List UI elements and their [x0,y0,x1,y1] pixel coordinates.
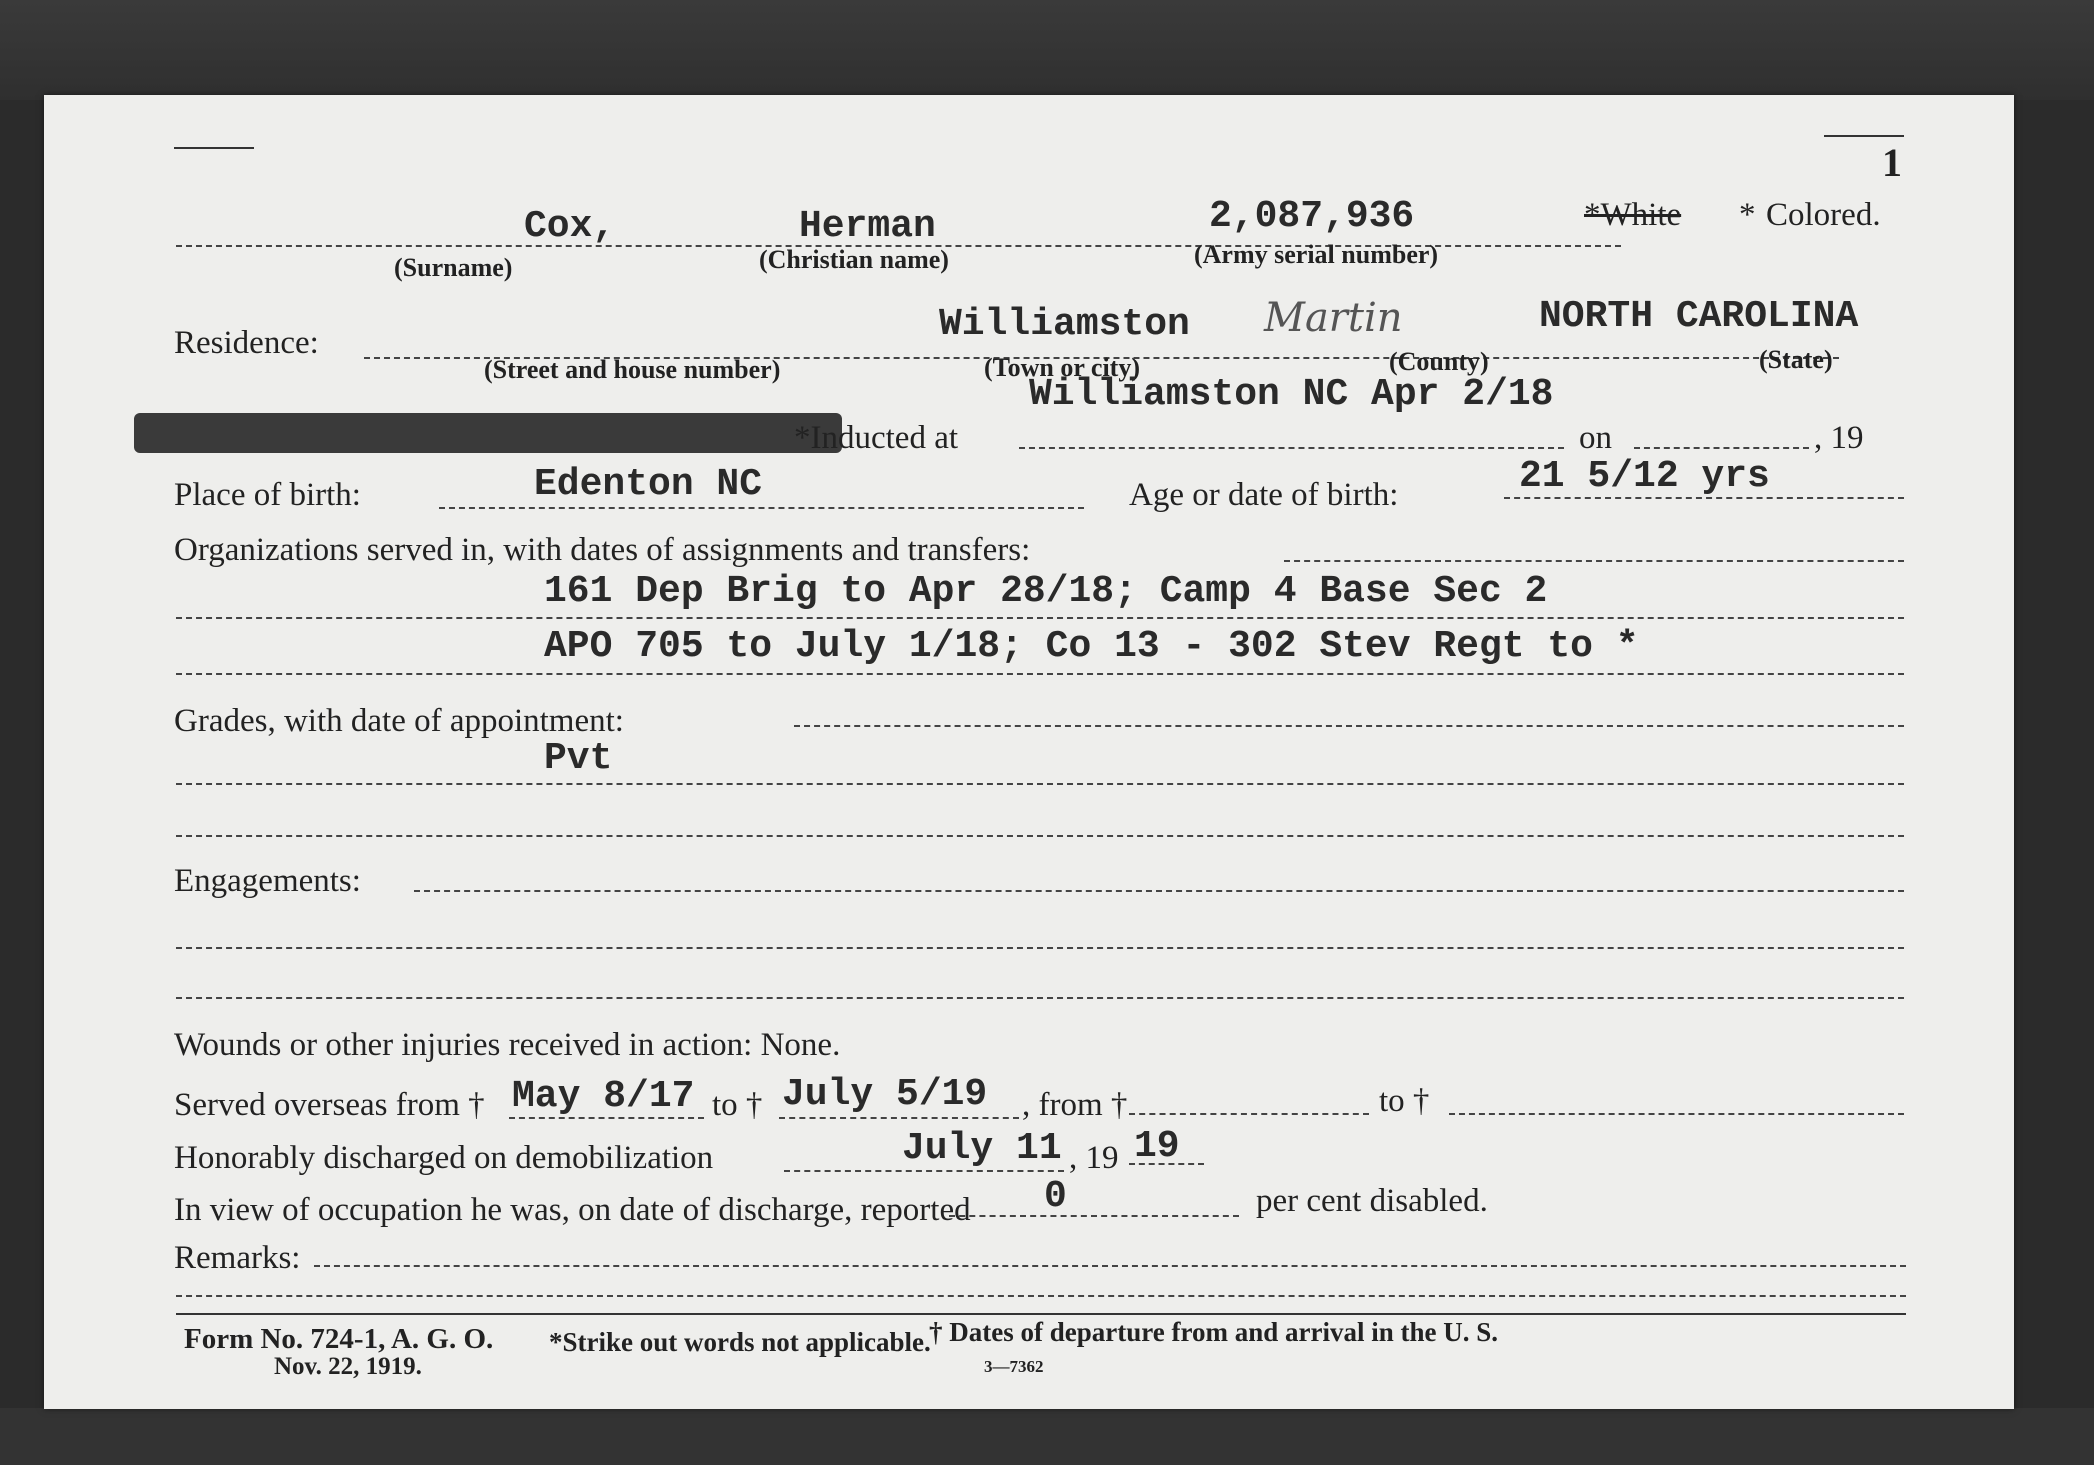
print-code: 3—7362 [984,1357,1044,1376]
scanner-background-top [0,0,2094,100]
town-caption: (Town or city) [984,353,1140,382]
age-value: 21 5/12 yrs [1519,455,1770,498]
grades-line-0 [794,725,1904,727]
county-value: Martin [1264,295,1403,341]
residence-label: Residence: [174,325,319,361]
serial-caption: (Army serial number) [1194,240,1439,269]
engagements-rule-1 [176,947,1904,949]
organizations-line-2: APO 705 to July 1/18; Co 13 - 302 Stev Regt to * [544,625,1639,668]
strike-note: *Strike out words not applicable. [549,1327,931,1357]
remarks-label: Remarks: [174,1240,301,1276]
place-of-birth-value: Edenton NC [534,463,763,506]
remarks-line-0 [314,1265,1906,1267]
disability-suffix: per cent disabled. [1256,1183,1488,1219]
remarks-rule-1 [176,1295,1906,1297]
overseas-to2-label: to † [1379,1083,1430,1119]
overseas-to-value: July 5/19 [782,1073,988,1116]
race-struck: *White [1584,197,1682,233]
on-label: on [1579,420,1612,456]
engagements-line-0 [414,890,1904,892]
scanner-background-bottom [0,1408,2094,1465]
surname-caption: (Surname) [394,253,513,282]
footer-rule [176,1313,1906,1315]
overseas-label: Served overseas from † [174,1087,485,1123]
grades-rule-1 [176,783,1904,785]
overseas-to-label: to † [712,1087,763,1123]
state-caption: (State) [1759,345,1833,374]
form-date: Nov. 22, 1919. [274,1353,422,1380]
on-line [1634,447,1809,449]
overseas-from2-line [1129,1113,1369,1115]
disability-label: In view of occupation he was, on date of discharge, reported [174,1192,971,1228]
place-of-birth-label: Place of birth: [174,477,361,513]
discharge-label: Honorably discharged on demobilization [174,1140,714,1176]
overseas-from2-label: , from † [1022,1087,1128,1123]
christian-name-value: Herman [799,205,936,248]
organizations-line-0 [1284,560,1904,562]
christian-name-caption: (Christian name) [759,245,949,274]
corner-mark-left [174,147,254,149]
induction-value: Williamston NC Apr 2/18 [1029,373,1554,416]
engagements-rule-2 [176,997,1904,999]
overseas-from-value: May 8/17 [512,1075,695,1118]
place-of-birth-line [439,507,1084,509]
discharge-year-prefix: , 19 [1069,1140,1119,1176]
grades-rule-2 [176,835,1904,837]
race-colored: Colored. [1766,197,1881,233]
organizations-line-1: 161 Dep Brig to Apr 28/18; Camp 4 Base Sec 2 [544,570,1548,613]
discharge-year-value: 19 [1134,1125,1180,1168]
organizations-rule-2 [176,673,1904,675]
inducted-label: *Inducted at [794,420,959,456]
grades-value: Pvt [544,737,613,780]
town-value: Williamston [939,303,1190,346]
overseas-to-line [779,1117,1019,1119]
engagements-label: Engagements: [174,863,361,899]
dagger-note: † Dates of departure from and arrival in the U. S. [929,1317,1498,1347]
wounds-label: Wounds or other injuries received in action: None. [174,1027,841,1063]
race-separator: * [1739,197,1756,233]
corner-mark-right [1824,135,1904,137]
discharge-date-value: July 11 [902,1127,1062,1170]
year-label: , 19 [1814,420,1864,456]
grades-label: Grades, with date of appointment: [174,703,624,739]
disability-line [949,1215,1239,1217]
form-number: Form No. 724-1, A. G. O. [184,1323,494,1355]
county-caption: (County) [1389,347,1489,376]
inducted-line [1019,447,1564,449]
service-record-card [44,95,2014,1409]
organizations-label: Organizations served in, with dates of assignments and transfers: [174,532,1031,568]
street-caption: (Street and house number) [484,355,781,384]
redacted-enlistment-options [134,413,842,453]
state-value: NORTH CAROLINA [1539,295,1859,338]
age-label: Age or date of birth: [1129,477,1399,513]
discharge-date-line [784,1170,1064,1172]
disability-value: 0 [1044,1175,1067,1218]
overseas-to2-line [1449,1113,1904,1115]
surname-value: Cox, [524,205,616,248]
card-number: 1 [1882,140,1902,185]
serial-number-value: 2,087,936 [1209,195,1415,238]
organizations-rule-1 [176,617,1904,619]
